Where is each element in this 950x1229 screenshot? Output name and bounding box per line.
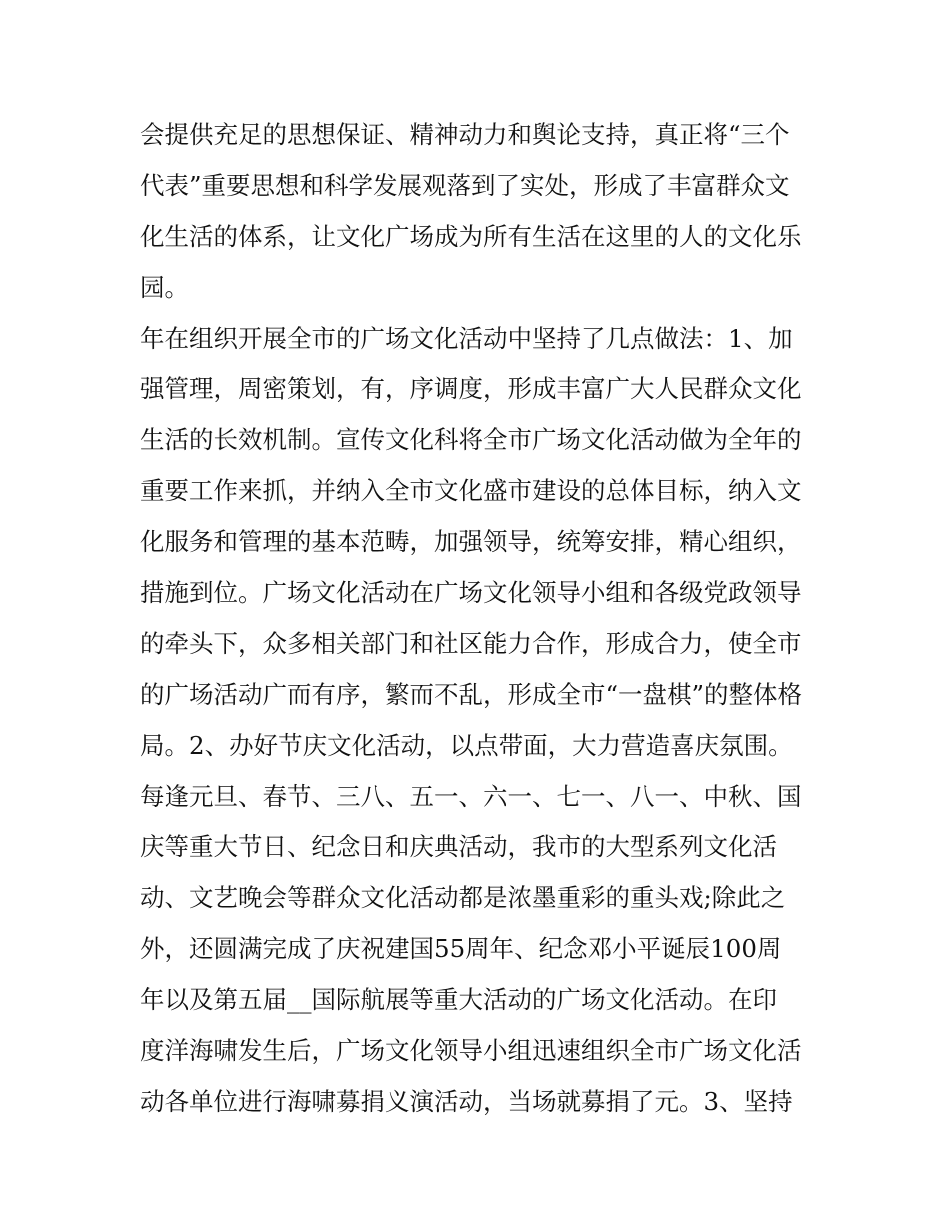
text-line: 庆等重大节日、纪念日和庆典活动，我市的大型系列文化活 [140, 832, 777, 862]
text-line: 动、文艺晚会等群众文化活动都是浓墨重彩的重头戏;除此之 [140, 883, 786, 913]
text-line: 度洋海啸发生后，广场文化领导小组迅速组织全市广场文化活 [140, 1036, 802, 1066]
text-line: 措施到位。广场文化活动在广场文化领导小组和各级党政领导 [140, 578, 802, 608]
text-line: 动各单位进行海啸募捐义演活动，当场就募捐了元。3、坚持 [140, 1086, 793, 1116]
text-line: 的广场活动广而有序，繁而不乱，形成全市“一盘棋”的整体格 [140, 679, 803, 709]
text-line: 外，还圆满完成了庆祝建国55周年、纪念邓小平诞辰100周 [140, 934, 782, 964]
text-line: 园。 [140, 272, 189, 302]
text-line: 会提供充足的思想保证、精神动力和舆论支持，真正将“三个 [140, 120, 790, 149]
text-line: 化服务和管理的基本范畴，加强领导，统筹安排，精心组织， [140, 527, 802, 557]
text-line: 年在组织开展全市的广场文化活动中坚持了几点做法：1、加 [140, 323, 793, 353]
text-line: 强管理，周密策划，有，序调度，形成丰富广大人民群众文化 [140, 374, 802, 404]
text-line: 化生活的体系，让文化广场成为所有生活在这里的人的文化乐 [140, 221, 802, 251]
text-line: 每逢元旦、春节、三八、五一、六一、七一、八一、中秋、国 [140, 781, 802, 811]
text-line: 代表”重要思想和科学发展观落到了实处，形成了丰富群众文 [140, 170, 790, 200]
text-line: 年以及第五届__国际航展等重大活动的广场文化活动。在印 [140, 985, 777, 1015]
text-line: 生活的长效机制。宣传文化科将全市广场文化活动做为全年的 [140, 425, 802, 455]
text-line: 重要工作来抓，并纳入全市文化盛市建设的总体目标，纳入文 [140, 476, 802, 506]
text-line: 局。2、办好节庆文化活动，以点带面，大力营造喜庆氛围。 [140, 730, 793, 760]
text-line: 的牵头下，众多相关部门和社区能力合作，形成合力，使全市 [140, 628, 802, 658]
body-text [140, 110, 820, 1128]
